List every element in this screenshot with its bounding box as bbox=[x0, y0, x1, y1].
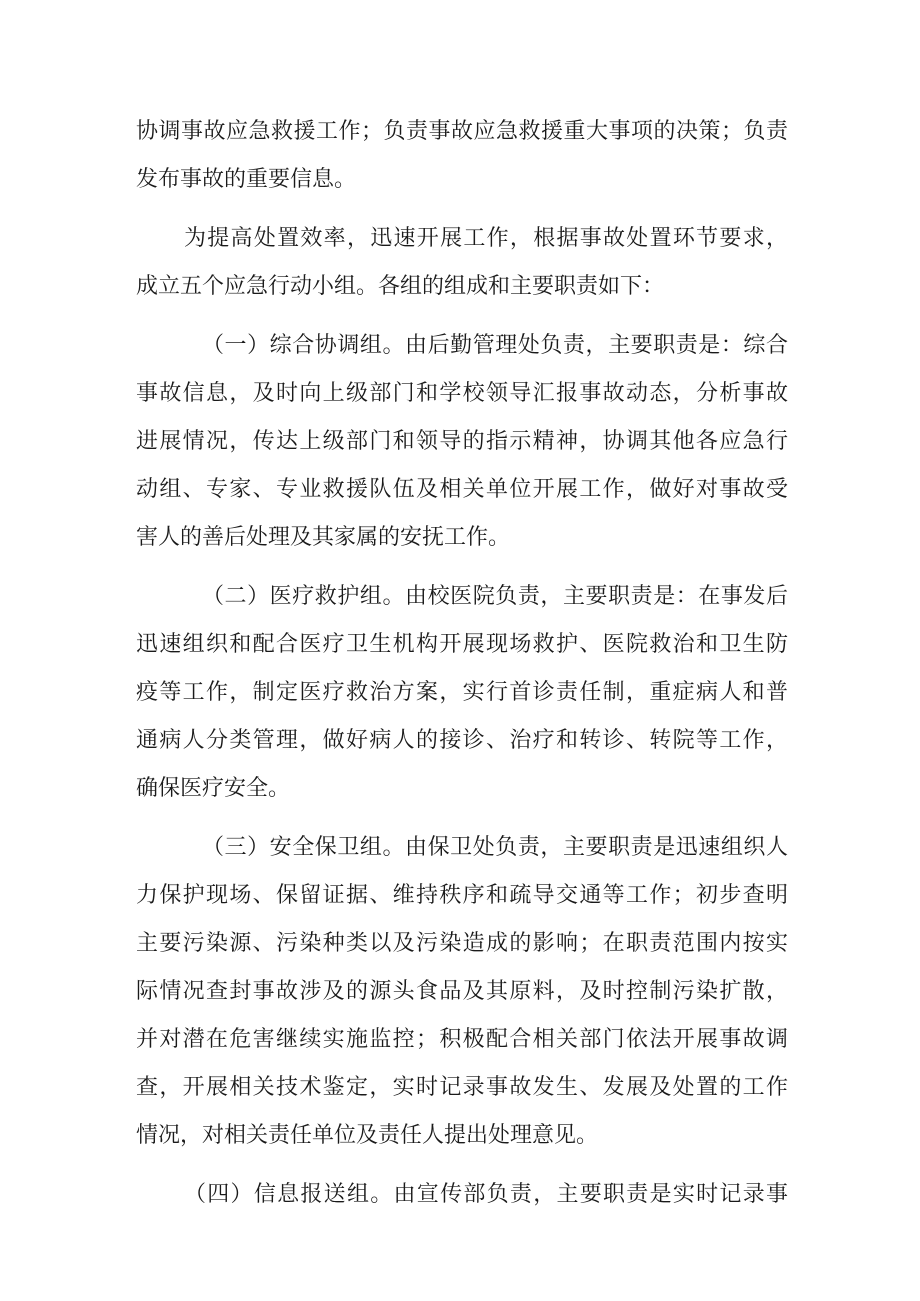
text-line: 协调事故应急救援工作；负责事故应急救援重大事项的决策；负责 bbox=[136, 119, 788, 144]
text-line: 迅速组织和配合医疗卫生机构开展现场救护、医院救治和卫生防 bbox=[136, 632, 788, 657]
text-line: （一）综合协调组。由后勤管理处负责，主要职责是：综合 bbox=[202, 333, 788, 358]
document-body bbox=[136, 108, 788, 1219]
text-line: 事故信息，及时向上级部门和学校领导汇报事故动态，分析事故 bbox=[136, 381, 788, 406]
paragraph-medical-group bbox=[136, 573, 788, 813]
text-line: 际情况查封事故涉及的源头食品及其原料，及时控制污染扩散， bbox=[136, 979, 788, 1004]
text-line: 情况，对相关责任单位及责任人提出处理意见。 bbox=[136, 1123, 599, 1148]
text-line: （四）信息报送组。由宣传部负责，主要职责是实时记录事 bbox=[184, 1182, 788, 1207]
paragraph-information-group bbox=[136, 1171, 788, 1219]
paragraph-coordination-group bbox=[136, 322, 788, 562]
paragraph-continuation bbox=[136, 108, 788, 204]
text-line: 查，开展相关技术鉴定，实时记录事故发生、发展及处置的工作 bbox=[136, 1075, 788, 1100]
text-line: （二）医疗救护组。由校医院负责，主要职责是：在事发后 bbox=[202, 584, 788, 609]
text-line: 为提高处置效率，迅速开展工作，根据事故处置环节要求， bbox=[184, 226, 788, 251]
text-line: （三）安全保卫组。由保卫处负责，主要职责是迅速组织人 bbox=[202, 835, 788, 860]
text-line: 力保护现场、保留证据、维持秩序和疏导交通等工作；初步查明 bbox=[136, 883, 788, 908]
text-line: 确保医疗安全。 bbox=[136, 776, 291, 801]
text-line: 并对潜在危害继续实施监控；积极配合相关部门依法开展事故调 bbox=[136, 1027, 788, 1052]
text-line: 主要污染源、污染种类以及污染造成的影响；在职责范围内按实 bbox=[136, 931, 788, 956]
paragraph-intro bbox=[136, 215, 788, 311]
text-line: 成立五个应急行动小组。各组的组成和主要职责如下： bbox=[136, 274, 665, 299]
text-line: 疫等工作，制定医疗救治方案，实行首诊责任制，重症病人和普 bbox=[136, 680, 788, 705]
text-line: 进展情况，传达上级部门和领导的指示精神，协调其他各应急行 bbox=[136, 429, 788, 454]
text-line: 发布事故的重要信息。 bbox=[136, 167, 357, 192]
text-line: 害人的善后处理及其家属的安抚工作。 bbox=[136, 525, 511, 550]
text-line: 动组、专家、专业救援队伍及相关单位开展工作，做好对事故受 bbox=[136, 477, 788, 502]
text-line: 通病人分类管理，做好病人的接诊、治疗和转诊、转院等工作， bbox=[136, 728, 788, 753]
paragraph-security-group bbox=[136, 824, 788, 1160]
